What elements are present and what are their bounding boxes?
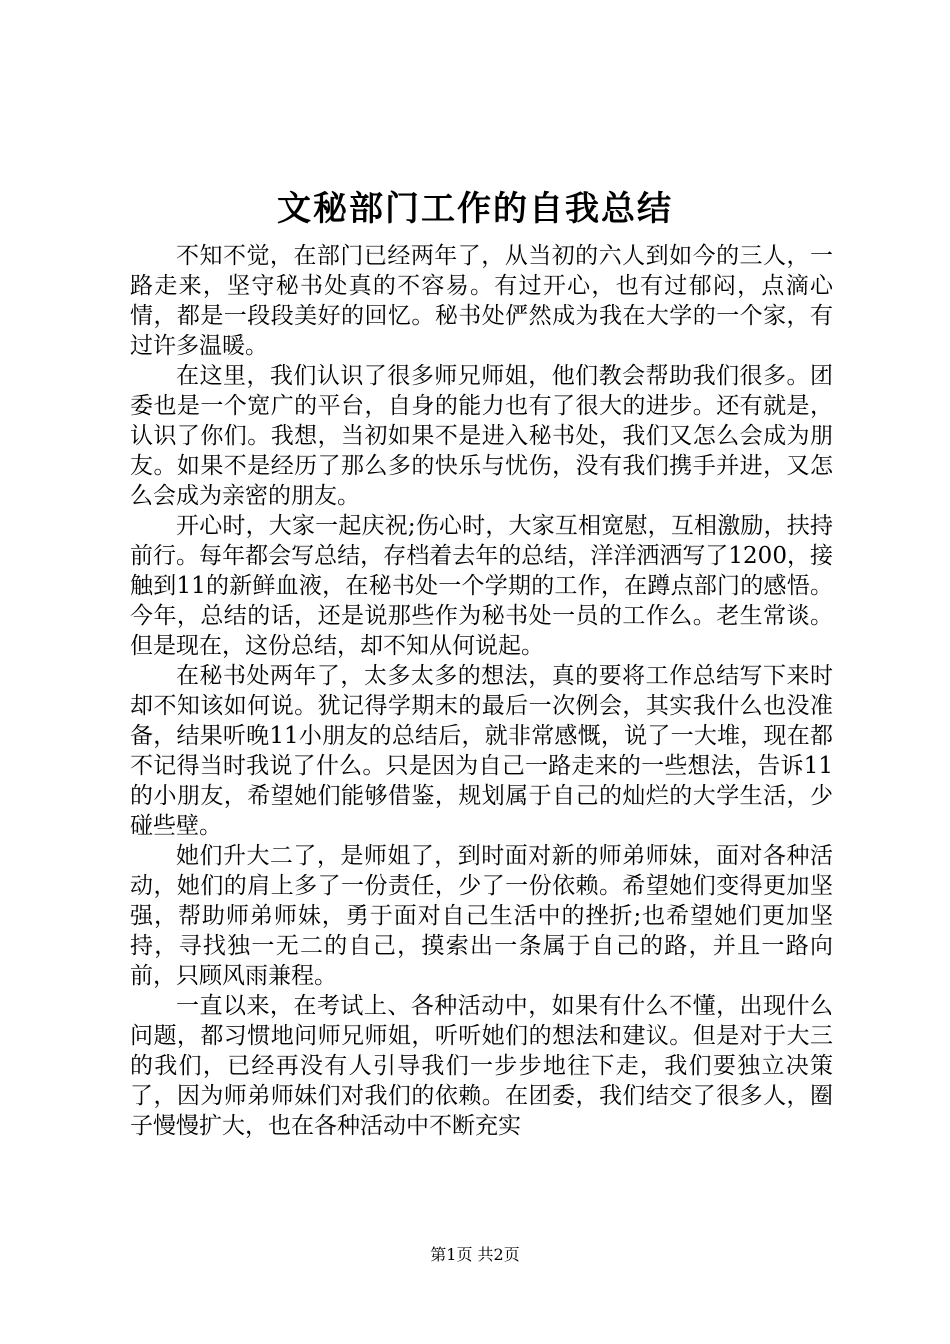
document-title: 文秘部门工作的自我总结	[277, 189, 673, 229]
paragraph-3: 开心时，大家一起庆祝;伤心时，大家互相宽慰，互相激励，扶持前行。每年都会写总结，存档着去年的总结，洋洋洒洒写了1200，接触到11的新鲜血液，在秘书处一个学期的工作，在蹲点部门的感悟。今年，总结的话，还是说那些作为秘书处一员的工作么。老生常谈。但是现在，这份总结，却不知从何说起。	[130, 513, 833, 659]
paragraph-2: 在这里，我们认识了很多师兄师姐，他们教会帮助我们很多。团委也是一个宽广的平台，自身的能力也有了很大的进步。还有就是，认识了你们。我想，当初如果不是进入秘书处，我们又怎么会成为朋友。如果不是经历了那么多的快乐与忧伤，没有我们携手并进，又怎么会成为亲密的朋友。	[130, 363, 833, 509]
paragraph-4: 在秘书处两年了，太多太多的想法，真的要将工作总结写下来时却不知该如何说。犹记得学期末的最后一次例会，其实我什么也没准备，结果听晚11小朋友的总结后，就非常感慨，说了一大堆，现在都不记得当时我说了什么。只是因为自己一路走来的一些想法，告诉11的小朋友，希望她们能够借鉴，规划属于自己的灿烂的大学生活，少碰些壁。	[130, 663, 833, 839]
paragraph-6: 一直以来，在考试上、各种活动中，如果有什么不懂，出现什么问题，都习惯地问师兄师姐，听听她们的想法和建议。但是对于大三的我们，已经再没有人引导我们一步步地往下走，我们要独立决策了，因为师弟师妹们对我们的依赖。在团委，我们结交了很多人，圈子慢慢扩大，也在各种活动中不断充实	[130, 993, 833, 1139]
document-body	[130, 241, 833, 1141]
page-footer: 第1页 共2页	[430, 1245, 520, 1264]
paragraph-5: 她们升大二了，是师姐了，到时面对新的师弟师妹，面对各种活动，她们的肩上多了一份责任，少了一份依赖。希望她们变得更加坚强，帮助师弟师妹，勇于面对自己生活中的挫折;也希望她们更加坚持，寻找独一无二的自己，摸索出一条属于自己的路，并且一路向前，只顾风雨兼程。	[130, 843, 833, 989]
paragraph-1: 不知不觉，在部门已经两年了，从当初的六人到如今的三人，一路走来，坚守秘书处真的不容易。有过开心，也有过郁闷，点滴心情，都是一段段美好的回忆。秘书处俨然成为我在大学的一个家，有过许多温暖。	[130, 243, 833, 359]
